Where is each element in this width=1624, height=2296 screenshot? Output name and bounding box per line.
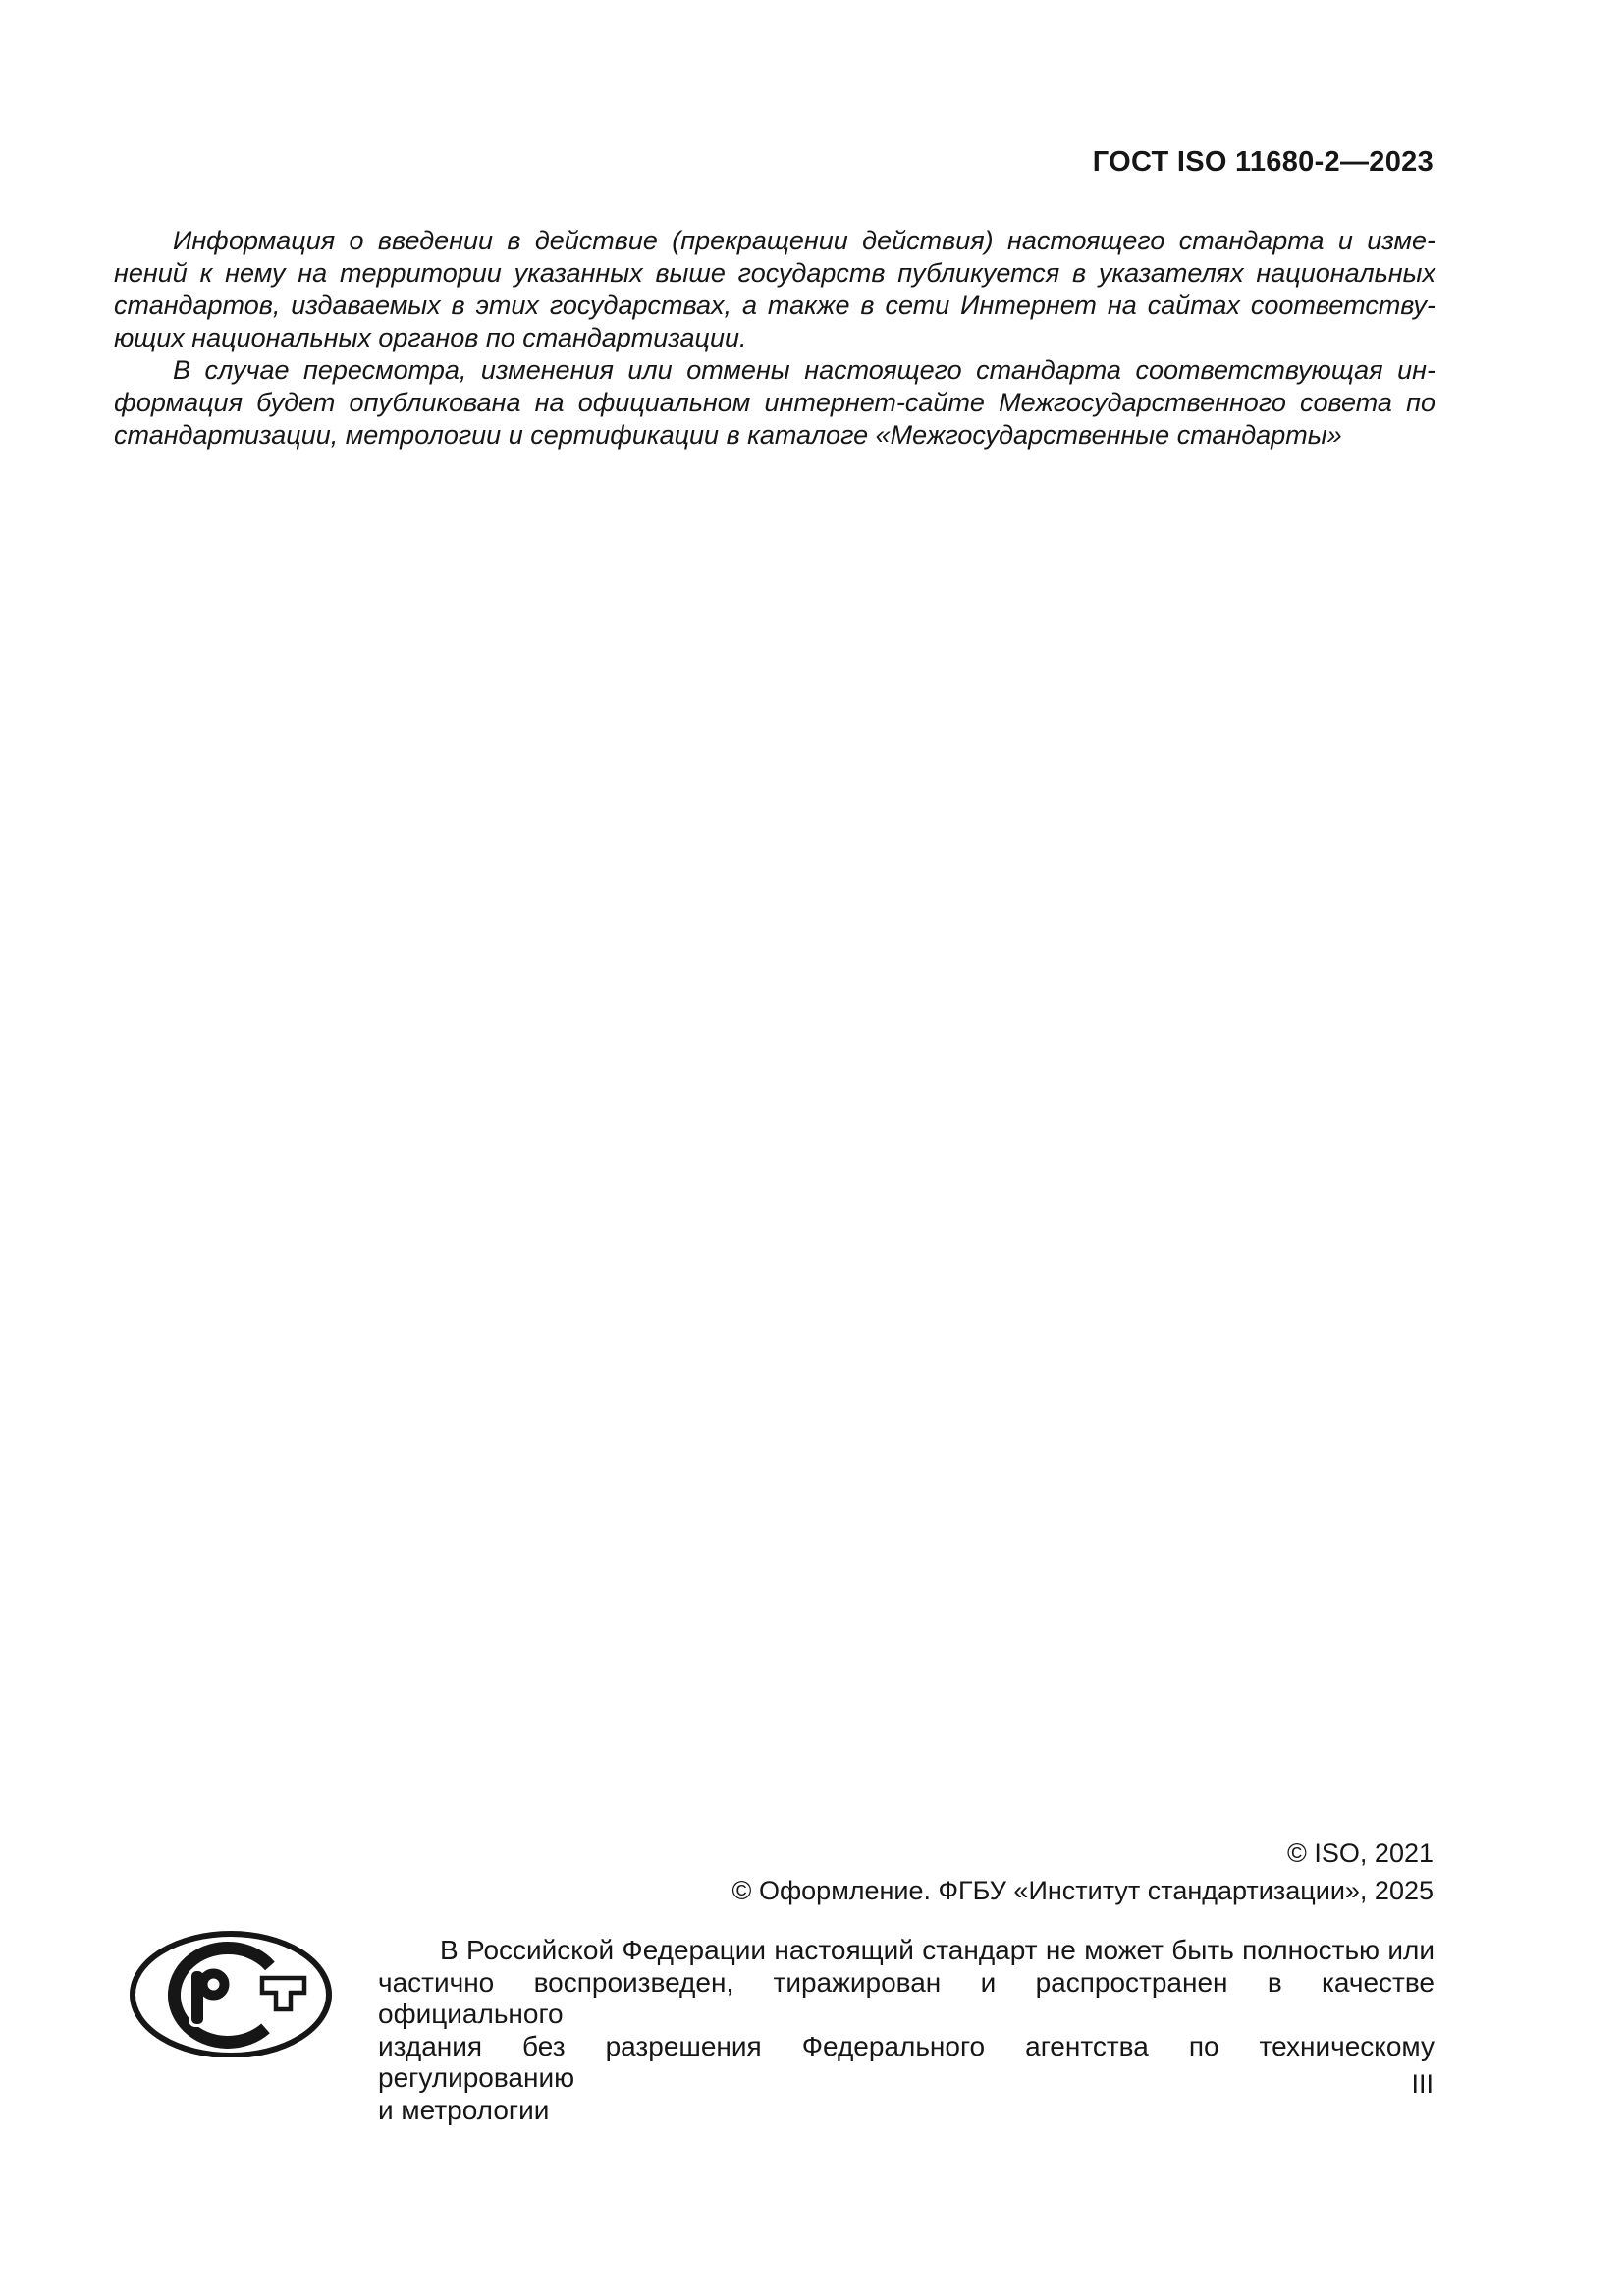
text-line: издания без разрешения Федерального агентства по техническому регулированию (378, 2030, 1435, 2093)
intro-paragraph-2 (114, 354, 1435, 452)
copyright-iso-line: © ISO, 2021 (1287, 1839, 1434, 1868)
intro-section (114, 225, 1435, 452)
text-line: ющих национальных органов по стандартизации. (114, 323, 747, 352)
text-line: В случае пересмотра, изменения или отмены настоящего стандарта соответствующая ин- (173, 355, 1435, 385)
text-line: стандартизации, метрологии и сертификации в каталоге «Межгосударственные стандарты» (114, 420, 1342, 450)
text-line: и метрологии (378, 2094, 550, 2125)
text-line: стандартов, издаваемых в этих государствах, а также в сети Интернет на сайтах соответству- (114, 291, 1435, 320)
document-title: ГОСТ ISO 11680-2—2023 (1092, 146, 1434, 178)
copyright-section (113, 1835, 1434, 1909)
text-line: Информация о введении в действие (прекращении действия) настоящего стандарта и изме- (173, 226, 1435, 255)
page-number: III (1411, 2069, 1434, 2099)
copyright-design-line: © Оформление. ФГБУ «Институт стандартизации», 2025 (731, 1876, 1434, 1905)
text-line: В Российской Федерации настоящий стандарт не может быть полностью или (440, 1935, 1435, 1965)
intro-paragraph-1 (114, 225, 1435, 354)
text-line: нений к нему на территории указанных выше государств публикуется в указателях национальных (114, 258, 1435, 288)
text-line: формация будет опубликована на официальном интернет-сайте Межгосударственного совета по (114, 388, 1435, 417)
rst-certification-mark-icon (130, 1930, 332, 2057)
text-line: частично воспроизведен, тиражирован и распространен в качестве официального (378, 1966, 1435, 2029)
